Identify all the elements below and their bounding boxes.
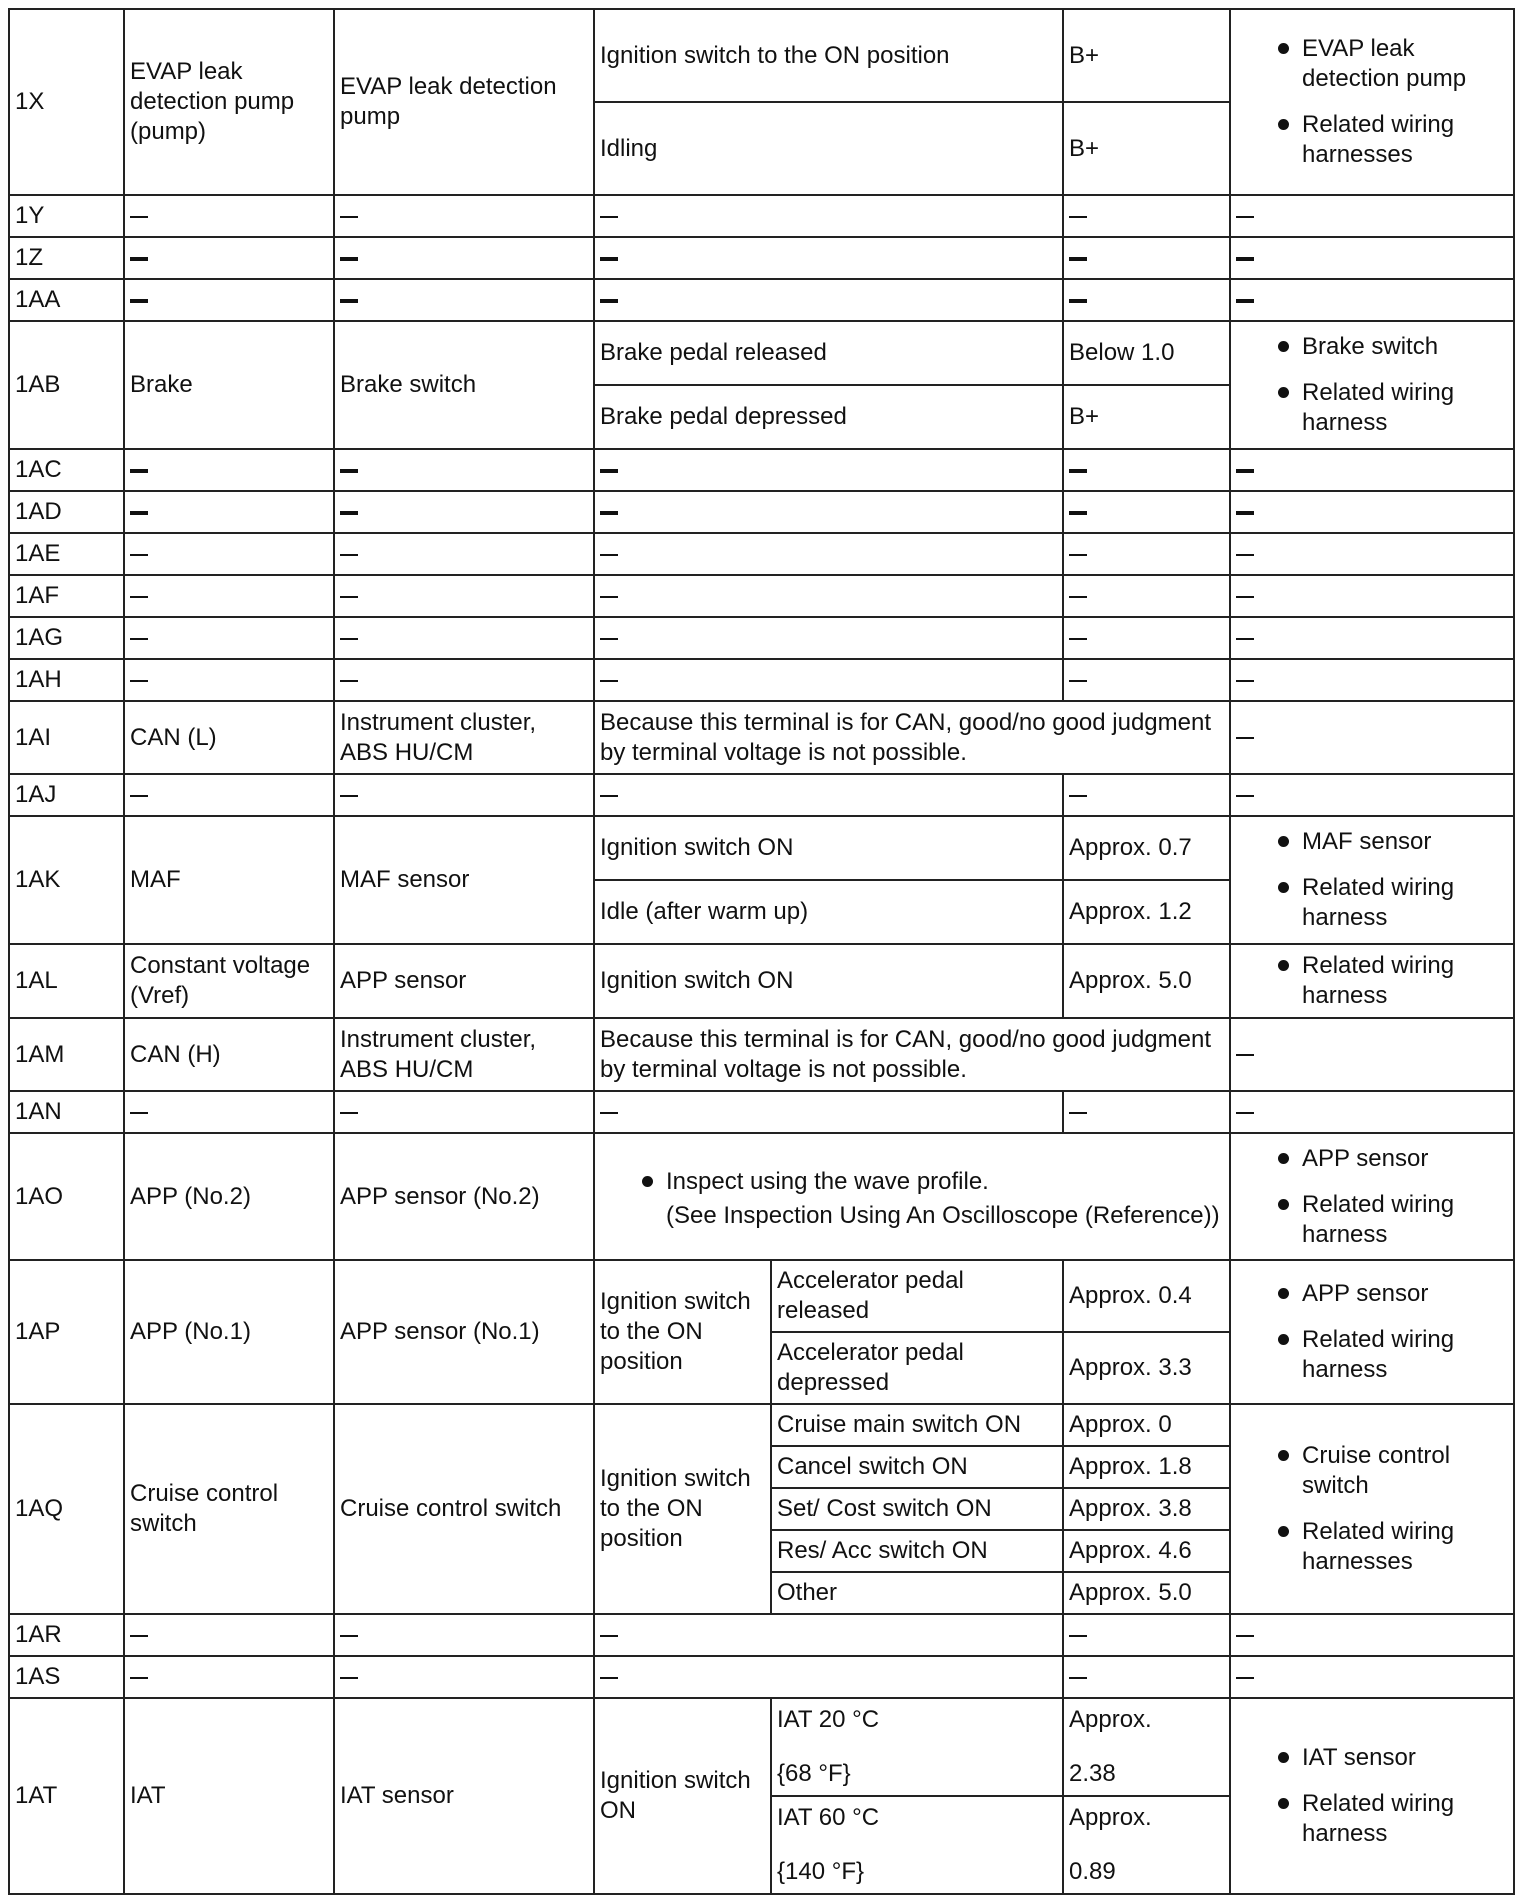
dash-mark <box>600 257 618 261</box>
dash-mark <box>1069 1635 1087 1637</box>
dash-mark <box>1236 216 1254 218</box>
dash-mark <box>600 216 618 218</box>
condition-cell: Ignition switch to the ON position <box>594 9 1063 102</box>
note-cell: Because this terminal is for CAN, good/no good judgment by terminal voltage is not possible. <box>594 701 1230 774</box>
dash-cell <box>1230 701 1514 774</box>
dash-cell <box>1063 533 1230 575</box>
inspection-item: Related wiring harness <box>1236 1789 1508 1849</box>
dash-cell <box>334 449 594 491</box>
terminal-voltage-table <box>8 8 1515 1895</box>
dash-mark <box>340 638 358 640</box>
table-row <box>9 491 1514 533</box>
table-row <box>9 533 1514 575</box>
dash-mark <box>130 1677 148 1679</box>
voltage-cell: Approx. 0.7 <box>1063 816 1230 880</box>
dash-cell <box>594 449 1063 491</box>
terminal-cell: 1AT <box>9 1698 124 1894</box>
condition-main-cell: Ignition switch ON <box>594 1698 771 1894</box>
dash-mark <box>1236 511 1254 515</box>
terminal-cell: 1AK <box>9 816 124 944</box>
table-row <box>9 1656 1514 1698</box>
table-row <box>9 321 1514 385</box>
table-row <box>9 701 1514 774</box>
dash-mark <box>1236 1677 1254 1679</box>
table-row <box>9 659 1514 701</box>
dash-cell <box>1230 1018 1514 1091</box>
condition-cell: Accelerator pedal depressed <box>771 1332 1063 1404</box>
inspection-item: Related wiring harness <box>1236 378 1508 438</box>
dash-cell <box>1230 617 1514 659</box>
dash-cell <box>334 617 594 659</box>
voltage-line: 2.38 <box>1069 1760 1116 1787</box>
table-row <box>9 1133 1514 1260</box>
dash-cell <box>124 1656 334 1698</box>
dash-mark <box>600 554 618 556</box>
dash-cell <box>334 1656 594 1698</box>
dash-cell <box>594 774 1063 816</box>
signal-cell: MAF <box>124 816 334 944</box>
table-row <box>9 816 1514 880</box>
dash-mark <box>340 554 358 556</box>
dash-mark <box>1069 554 1087 556</box>
inspection-item: Related wiring harnesses <box>1236 1517 1508 1577</box>
dash-cell <box>1230 237 1514 279</box>
dash-mark <box>600 469 618 473</box>
dash-mark <box>1069 257 1087 261</box>
inspection-cell <box>1230 944 1514 1018</box>
dash-mark <box>340 795 358 797</box>
inspection-cell <box>1230 816 1514 944</box>
signal-cell: APP (No.1) <box>124 1260 334 1404</box>
voltage-line: Approx. <box>1069 1804 1152 1831</box>
voltage-cell: Approx. 5.0 <box>1063 944 1230 1018</box>
dash-mark <box>1236 1112 1254 1114</box>
condition-line: {140 °F} <box>777 1858 864 1885</box>
terminal-cell: 1AQ <box>9 1404 124 1614</box>
inspection-item: Related wiring harness <box>1236 873 1508 933</box>
dash-mark <box>130 596 148 598</box>
signal-cell: IAT <box>124 1698 334 1894</box>
dash-mark <box>340 216 358 218</box>
terminal-cell: 1AN <box>9 1091 124 1133</box>
note-reference: (See Inspection Using An Oscilloscope (Reference)) <box>666 1201 1220 1229</box>
terminal-cell: 1AI <box>9 701 124 774</box>
dash-mark <box>600 1677 618 1679</box>
signal-cell: CAN (L) <box>124 701 334 774</box>
connected-to-cell: Brake switch <box>334 321 594 449</box>
dash-cell <box>1063 1614 1230 1656</box>
dash-cell <box>124 617 334 659</box>
note-cell <box>594 1133 1230 1260</box>
inspection-cell <box>1230 1133 1514 1260</box>
dash-cell <box>124 279 334 321</box>
dash-cell <box>334 774 594 816</box>
condition-cell: Idling <box>594 102 1063 195</box>
dash-cell <box>124 195 334 237</box>
inspection-item: Cruise control switch <box>1236 1441 1508 1501</box>
dash-cell <box>334 279 594 321</box>
dash-mark <box>1236 554 1254 556</box>
dash-cell <box>1063 575 1230 617</box>
dash-cell <box>1230 1091 1514 1133</box>
inspection-item: Related wiring harnesses <box>1236 110 1508 170</box>
voltage-cell: B+ <box>1063 385 1230 449</box>
dash-mark <box>1069 299 1087 303</box>
condition-cell: Cruise main switch ON <box>771 1404 1063 1446</box>
inspection-cell <box>1230 1698 1514 1894</box>
dash-cell <box>594 1091 1063 1133</box>
dash-mark <box>340 511 358 515</box>
dash-cell <box>124 533 334 575</box>
dash-mark <box>130 1112 148 1114</box>
condition-cell: Brake pedal released <box>594 321 1063 385</box>
inspection-item: MAF sensor <box>1236 827 1508 857</box>
dash-mark <box>340 299 358 303</box>
dash-mark <box>130 257 148 261</box>
connected-to-cell: EVAP leak detection pump <box>334 9 594 195</box>
condition-cell: Res/ Acc switch ON <box>771 1530 1063 1572</box>
dash-cell <box>334 195 594 237</box>
condition-cell <box>771 1698 1063 1796</box>
signal-cell: Brake <box>124 321 334 449</box>
inspection-item: IAT sensor <box>1236 1743 1508 1773</box>
dash-mark <box>130 638 148 640</box>
terminal-cell: 1AC <box>9 449 124 491</box>
dash-mark <box>600 511 618 515</box>
dash-mark <box>130 680 148 682</box>
condition-main-cell: Ignition switch to the ON position <box>594 1404 771 1614</box>
dash-cell <box>1230 774 1514 816</box>
condition-cell <box>771 1796 1063 1894</box>
dash-mark <box>130 299 148 303</box>
dash-mark <box>1236 257 1254 261</box>
dash-mark <box>340 1635 358 1637</box>
dash-cell <box>124 575 334 617</box>
dash-mark <box>1236 795 1254 797</box>
terminal-cell: 1Z <box>9 237 124 279</box>
signal-cell: Constant voltage (Vref) <box>124 944 334 1018</box>
dash-cell <box>594 575 1063 617</box>
dash-cell <box>334 1091 594 1133</box>
dash-mark <box>1236 737 1254 739</box>
dash-cell <box>1063 491 1230 533</box>
dash-mark <box>130 216 148 218</box>
dash-cell <box>594 279 1063 321</box>
dash-cell <box>334 1614 594 1656</box>
dash-cell <box>124 659 334 701</box>
dash-cell <box>334 659 594 701</box>
table-row <box>9 237 1514 279</box>
terminal-cell: 1AP <box>9 1260 124 1404</box>
dash-mark <box>1236 680 1254 682</box>
condition-cell: Ignition switch ON <box>594 816 1063 880</box>
table-row <box>9 1614 1514 1656</box>
dash-mark <box>1069 216 1087 218</box>
voltage-cell: Approx. 3.3 <box>1063 1332 1230 1404</box>
dash-mark <box>1236 638 1254 640</box>
terminal-cell: 1AS <box>9 1656 124 1698</box>
dash-mark <box>340 257 358 261</box>
connected-to-cell: MAF sensor <box>334 816 594 944</box>
dash-mark <box>1236 1054 1254 1056</box>
voltage-cell: B+ <box>1063 9 1230 102</box>
dash-cell <box>1230 491 1514 533</box>
terminal-cell: 1AO <box>9 1133 124 1260</box>
inspection-cell <box>1230 1404 1514 1614</box>
dash-cell <box>594 237 1063 279</box>
terminal-cell: 1AJ <box>9 774 124 816</box>
dash-cell <box>124 1091 334 1133</box>
inspection-item: Related wiring harness <box>1236 951 1508 1011</box>
voltage-cell <box>1063 1796 1230 1894</box>
dash-cell <box>1230 659 1514 701</box>
terminal-cell: 1AF <box>9 575 124 617</box>
signal-cell: APP (No.2) <box>124 1133 334 1260</box>
dash-cell <box>1230 1614 1514 1656</box>
table-row <box>9 1698 1514 1796</box>
voltage-cell: Approx. 0 <box>1063 1404 1230 1446</box>
dash-cell <box>124 237 334 279</box>
dash-cell <box>1063 279 1230 321</box>
dash-cell <box>594 533 1063 575</box>
inspection-item: APP sensor <box>1236 1144 1508 1174</box>
table-row <box>9 449 1514 491</box>
condition-cell: Cancel switch ON <box>771 1446 1063 1488</box>
dash-cell <box>594 491 1063 533</box>
terminal-cell: 1Y <box>9 195 124 237</box>
dash-mark <box>600 680 618 682</box>
dash-cell <box>334 533 594 575</box>
dash-mark <box>1069 596 1087 598</box>
dash-mark <box>600 596 618 598</box>
dash-cell <box>1063 237 1230 279</box>
dash-mark <box>1236 596 1254 598</box>
dash-mark <box>1069 1112 1087 1114</box>
dash-mark <box>600 1635 618 1637</box>
condition-line: {68 °F} <box>777 1760 851 1787</box>
condition-main-cell: Ignition switch to the ON position <box>594 1260 771 1404</box>
voltage-cell: Approx. 1.2 <box>1063 880 1230 944</box>
dash-cell <box>1230 575 1514 617</box>
dash-mark <box>600 1112 618 1114</box>
inspection-item: APP sensor <box>1236 1279 1508 1309</box>
connected-to-cell: APP sensor (No.2) <box>334 1133 594 1260</box>
dash-cell <box>1063 449 1230 491</box>
table-row <box>9 9 1514 102</box>
inspection-cell <box>1230 9 1514 195</box>
connected-to-cell: Instrument cluster, ABS HU/CM <box>334 701 594 774</box>
table-row <box>9 1404 1514 1446</box>
dash-cell <box>1230 1656 1514 1698</box>
voltage-cell: Approx. 4.6 <box>1063 1530 1230 1572</box>
dash-cell <box>594 1614 1063 1656</box>
dash-cell <box>1230 533 1514 575</box>
dash-mark <box>340 1112 358 1114</box>
dash-cell <box>124 774 334 816</box>
connected-to-cell: Instrument cluster, ABS HU/CM <box>334 1018 594 1091</box>
voltage-cell: B+ <box>1063 102 1230 195</box>
dash-mark <box>1069 511 1087 515</box>
dash-mark <box>600 795 618 797</box>
inspection-item: EVAP leak detection pump <box>1236 34 1508 94</box>
dash-mark <box>1236 469 1254 473</box>
terminal-cell: 1AR <box>9 1614 124 1656</box>
voltage-cell: Below 1.0 <box>1063 321 1230 385</box>
dash-mark <box>600 638 618 640</box>
condition-line: IAT 20 °C <box>777 1706 880 1733</box>
dash-cell <box>124 491 334 533</box>
condition-cell: Accelerator pedal released <box>771 1260 1063 1332</box>
table-row <box>9 617 1514 659</box>
signal-cell: CAN (H) <box>124 1018 334 1091</box>
dash-cell <box>1063 659 1230 701</box>
terminal-cell: 1X <box>9 9 124 195</box>
table-row <box>9 1018 1514 1091</box>
inspection-cell <box>1230 321 1514 449</box>
inspection-cell <box>1230 1260 1514 1404</box>
dash-cell <box>334 575 594 617</box>
dash-mark <box>340 469 358 473</box>
table-row <box>9 1091 1514 1133</box>
condition-cell: Brake pedal depressed <box>594 385 1063 449</box>
dash-mark <box>1236 299 1254 303</box>
terminal-cell: 1AA <box>9 279 124 321</box>
condition-cell: Idle (after warm up) <box>594 880 1063 944</box>
terminal-cell: 1AL <box>9 944 124 1018</box>
dash-cell <box>1063 195 1230 237</box>
dash-cell <box>334 491 594 533</box>
voltage-cell <box>1063 1698 1230 1796</box>
voltage-line: Approx. <box>1069 1706 1152 1733</box>
dash-mark <box>1069 680 1087 682</box>
connected-to-cell: APP sensor (No.1) <box>334 1260 594 1404</box>
terminal-cell: 1AD <box>9 491 124 533</box>
dash-mark <box>130 554 148 556</box>
signal-cell: Cruise control switch <box>124 1404 334 1614</box>
terminal-cell: 1AE <box>9 533 124 575</box>
dash-mark <box>340 1677 358 1679</box>
dash-mark <box>1069 638 1087 640</box>
dash-mark <box>1069 469 1087 473</box>
inspection-item: Related wiring harness <box>1236 1190 1508 1250</box>
table-row <box>9 195 1514 237</box>
condition-cell: Ignition switch ON <box>594 944 1063 1018</box>
dash-cell <box>594 659 1063 701</box>
dash-mark <box>130 511 148 515</box>
condition-cell: Set/ Cost switch ON <box>771 1488 1063 1530</box>
table-row <box>9 944 1514 1018</box>
dash-mark <box>340 596 358 598</box>
table-row <box>9 774 1514 816</box>
dash-cell <box>594 617 1063 659</box>
dash-cell <box>1230 279 1514 321</box>
condition-cell: Other <box>771 1572 1063 1614</box>
signal-cell: EVAP leak detection pump (pump) <box>124 9 334 195</box>
connected-to-cell: APP sensor <box>334 944 594 1018</box>
inspection-item: Brake switch <box>1236 332 1508 362</box>
note-bullet: Inspect using the wave profile. <box>600 1167 1224 1197</box>
dash-cell <box>594 1656 1063 1698</box>
connected-to-cell: Cruise control switch <box>334 1404 594 1614</box>
terminal-cell: 1AM <box>9 1018 124 1091</box>
condition-line: IAT 60 °C <box>777 1804 880 1831</box>
dash-mark <box>130 795 148 797</box>
dash-cell <box>334 237 594 279</box>
dash-mark <box>1069 795 1087 797</box>
voltage-cell: Approx. 0.4 <box>1063 1260 1230 1332</box>
dash-mark <box>1069 1677 1087 1679</box>
dash-cell <box>1063 774 1230 816</box>
dash-cell <box>1230 195 1514 237</box>
dash-cell <box>1063 1091 1230 1133</box>
dash-mark <box>600 299 618 303</box>
terminal-cell: 1AG <box>9 617 124 659</box>
voltage-cell: Approx. 5.0 <box>1063 1572 1230 1614</box>
terminal-cell: 1AB <box>9 321 124 449</box>
terminal-cell: 1AH <box>9 659 124 701</box>
note-cell: Because this terminal is for CAN, good/no good judgment by terminal voltage is not possible. <box>594 1018 1230 1091</box>
dash-mark <box>340 680 358 682</box>
voltage-line: 0.89 <box>1069 1858 1116 1885</box>
dash-cell <box>1063 617 1230 659</box>
table-row <box>9 279 1514 321</box>
dash-cell <box>124 1614 334 1656</box>
dash-cell <box>1230 449 1514 491</box>
dash-cell <box>594 195 1063 237</box>
dash-cell <box>124 449 334 491</box>
table-row <box>9 1260 1514 1332</box>
inspection-item: Related wiring harness <box>1236 1325 1508 1385</box>
dash-mark <box>130 469 148 473</box>
table-row <box>9 575 1514 617</box>
dash-cell <box>1063 1656 1230 1698</box>
dash-mark <box>130 1635 148 1637</box>
connected-to-cell: IAT sensor <box>334 1698 594 1894</box>
voltage-cell: Approx. 1.8 <box>1063 1446 1230 1488</box>
dash-mark <box>1236 1635 1254 1637</box>
voltage-cell: Approx. 3.8 <box>1063 1488 1230 1530</box>
